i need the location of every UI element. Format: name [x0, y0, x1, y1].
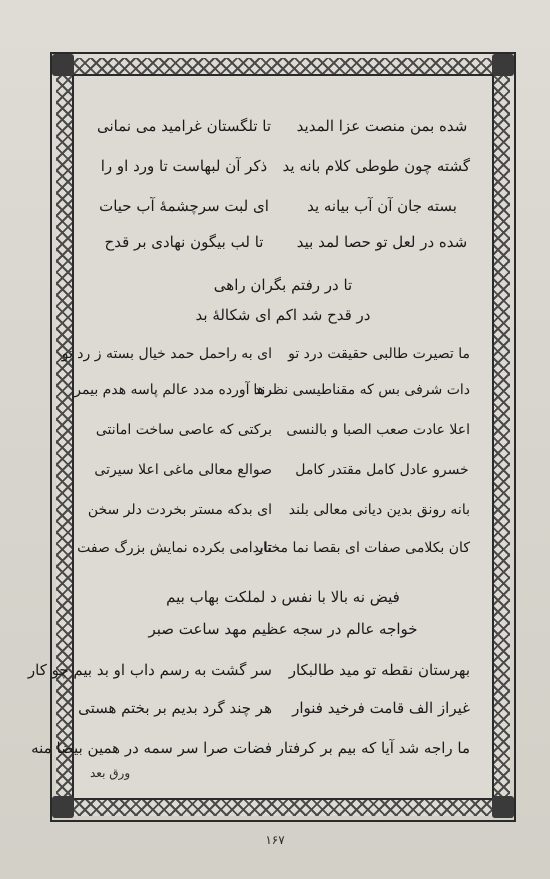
verse-row	[96, 456, 470, 484]
hemistich-left: شده بمن منصت عزا المدید	[296, 117, 468, 135]
hemistich-left: بهرستان نقطه تو مید طالبکار	[288, 661, 470, 679]
hemistich-right: برکتی که عاصی ساخت امانتی	[95, 422, 272, 438]
verse-row	[74, 376, 470, 404]
hemistich-left: غیراز الف قامت فرخید فنوار	[292, 699, 470, 717]
hemistich-right: ای به راحمل حمد خیال بسته ز رد تو	[61, 346, 272, 362]
verse-row	[78, 694, 470, 722]
verse-row	[96, 228, 470, 256]
hemistich-left: شده در لعل تو حصا لمد بید	[296, 233, 468, 251]
verse-row	[61, 340, 470, 368]
verse-row	[77, 534, 470, 562]
hemistich-right: هر چند گرد بدیم بر بختم هستی	[78, 699, 272, 717]
centered-verse: تا در رفتم بگران راهی	[213, 276, 353, 294]
hemistich-left: اعلا عادت صعب الصبا و بالنسی	[286, 422, 470, 438]
hemistich-right: صوالع معالی ماغی اعلا سیرتی	[94, 462, 272, 478]
verse-row	[96, 152, 470, 180]
hemistich-left: بسته جان آن آب بیانه ید	[307, 197, 457, 215]
hemistich-right: سر گشت به رسم داب او بد بیم چو کار	[27, 661, 272, 679]
corner-ornament-bottom-left	[52, 796, 74, 818]
hemistich-right: ای لبت سرچشمهٔ آب حیات	[99, 197, 269, 215]
hemistich-left: ما تصیرت طالبی حقیقت درد تو	[288, 346, 470, 362]
hemistich-left: گشته چون طوطی کلام بانه ید	[282, 157, 470, 175]
verse-row	[96, 112, 470, 140]
hemistich-right: ای بدکه مستر بخردت دلر سخن	[87, 502, 272, 518]
page-number: ۱۶۷	[265, 833, 285, 847]
hemistich-right: تا تلگستان غرامید می نمانی	[96, 117, 272, 135]
hemistich-left: کان بکلامی صفات ای بقصا نما مختار	[256, 540, 470, 556]
hemistich-right: رند آورده مدد عالم پاسه هدم بیمر	[74, 382, 272, 398]
verse-row	[87, 496, 470, 524]
corner-ornament-top-left	[52, 54, 74, 76]
hemistich-right: تا لب بیگون نهادی بر قدح	[104, 233, 264, 251]
hemistich-left: خسرو عادل کامل مقتدر کامل	[295, 462, 469, 478]
hemistich-right: تابدامی بکرده نمایش بزرگ صفت	[77, 540, 272, 556]
corner-ornament-bottom-right	[492, 796, 514, 818]
verse-row	[96, 416, 470, 444]
hemistich-right: فضات صرا سر سمه در همین بیضا منه	[31, 739, 272, 757]
centered-verse: فیض نه بالا با نفس د لملکت بهاب بیم	[166, 588, 400, 606]
corner-ornament-top-right	[492, 54, 514, 76]
verse-row	[31, 734, 470, 762]
hemistich-left: بانه رونق بدین دیانی معالی بلند	[288, 502, 470, 518]
hemistich-left: دات شرفی بس که مقناطیسی نظرها	[253, 382, 470, 398]
verse-row	[27, 656, 470, 684]
hemistich-right: ذکر آن لبهاست تا ورد او را	[100, 157, 268, 175]
catchword: ورق بعد	[90, 766, 131, 780]
hemistich-left: ما راجه شد آیا که بیم بر کرفتار	[276, 739, 470, 757]
centered-verse: در قدح شد اکم ای شکالهٔ بد	[195, 306, 371, 324]
verse-row	[96, 192, 470, 220]
centered-verse: خواجه عالم در سجه عظیم مهد ساعت صبر	[148, 620, 418, 638]
